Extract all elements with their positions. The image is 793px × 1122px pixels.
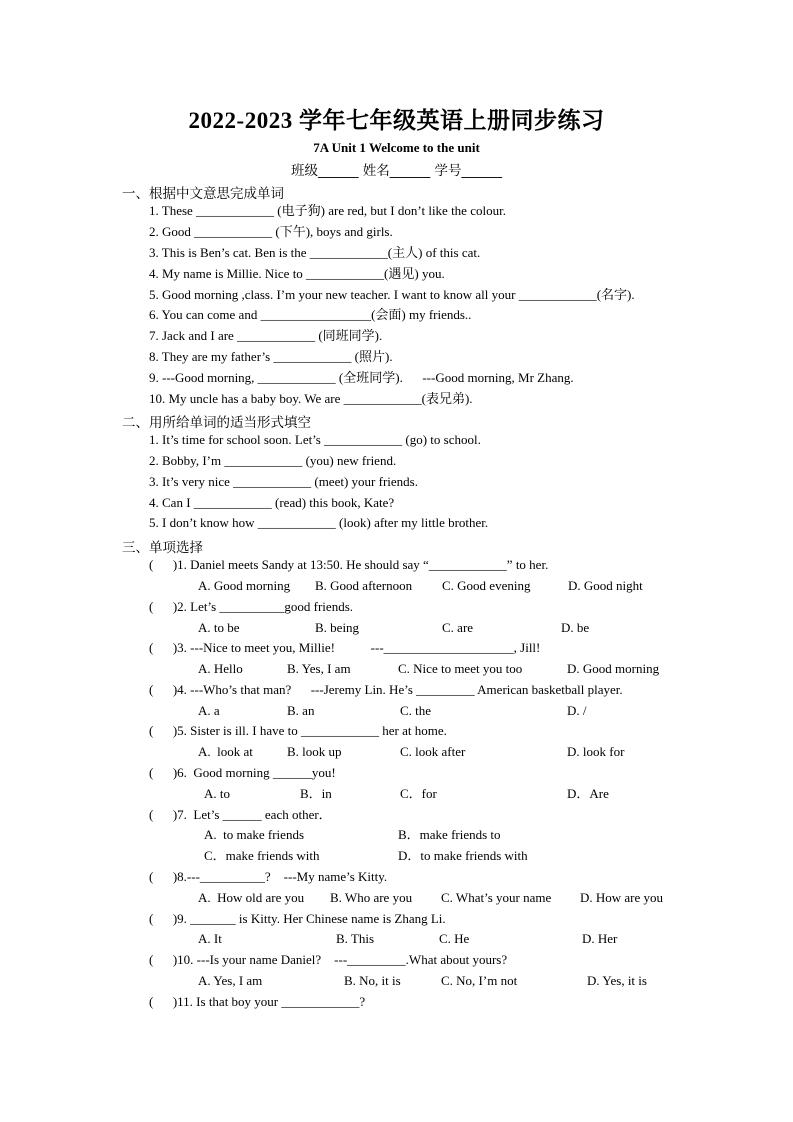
mc-option: A. to [204,786,230,801]
mc-option: B. being [315,620,360,635]
mc-option: B．in [300,786,332,801]
mc-question: ( )1. Daniel meets Sandy at 13:50. He should say “____________” to her. [149,557,549,572]
mc-question: ( )10. ---Is your name Daniel? ---_________.What about yours? [149,952,508,967]
mc-option: D．Are [567,786,609,801]
s1-item: 8. They are my father’s ____________ (照片). [149,349,393,364]
mc-option: A. look at [198,744,253,759]
mc-option: B. Yes, I am [287,661,351,676]
mc-option: D. Good morning [567,661,660,676]
student-info-line: 班级______ 姓名______ 学号______ [290,163,503,179]
mc-option: D．to make friends with [398,848,528,863]
s1-item: 7. Jack and I are ____________ (同班同学). [149,328,383,343]
s1-item: 10. My uncle has a baby boy. We are ____________(表兄弟). [149,391,473,406]
mc-question: ( )11. Is that boy your ____________? [149,994,366,1009]
mc-question: ( )7. Let’s ______ each other． [149,807,332,822]
section-3-heading: 三、单项选择 [122,540,203,556]
s2-item: 5. I don’t know how ____________ (look) after my little brother. [149,515,489,530]
mc-option: C. Good evening [442,578,531,593]
mc-option: B. This [336,931,375,946]
s1-item: 2. Good ____________ (下午), boys and girls. [149,224,393,239]
mc-option: B. look up [287,744,342,759]
mc-option: D. / [567,703,587,718]
s1-item: 3. This is Ben’s cat. Ben is the ____________(主人) of this cat. [149,245,481,260]
mc-option: A. to be [198,620,240,635]
section-2-heading: 二、用所给单词的适当形式填空 [122,415,311,431]
s1-item: 9. ---Good morning, ____________ (全班同学). ---Good morning, Mr Zhang. [149,370,574,385]
mc-option: D. Good night [568,578,643,593]
s2-item: 3. It’s very nice ____________ (meet) your friends. [149,474,418,489]
mc-option: A. It [198,931,222,946]
mc-option: B. Good afternoon [315,578,413,593]
mc-option: C. What’s your name [441,890,552,905]
mc-option: C. the [400,703,432,718]
mc-option: B. an [287,703,315,718]
mc-option: C. He [439,931,470,946]
mc-option: A. Good morning [198,578,291,593]
mc-question: ( )4. ---Who’s that man? ---Jeremy Lin. He’s _________ American basketball player. [149,682,623,697]
mc-option: B. No, it is [344,973,401,988]
mc-option: B. Who are you [330,890,413,905]
mc-option: D. Her [582,931,618,946]
mc-question: ( )9. _______ is Kitty. Her Chinese name is Zhang Li. [149,911,446,926]
mc-question: ( )3. ---Nice to meet you, Millie! ---____________________, Jill! [149,640,541,655]
s1-item: 6. You can come and _________________(会面) my friends.. [149,307,472,322]
mc-option: D. look for [567,744,625,759]
mc-option: A. to make friends [204,827,305,842]
mc-option: A. a [198,703,220,718]
mc-option: D. be [561,620,590,635]
page-subtitle: 7A Unit 1 Welcome to the unit [313,140,480,155]
s1-item: 4. My name is Millie. Nice to ____________(遇见) you. [149,266,445,281]
mc-option: D. Yes, it is [587,973,647,988]
mc-option: A. Hello [198,661,243,676]
s2-item: 2. Bobby, I’m ____________ (you) new friend. [149,453,397,468]
mc-question: ( )5. Sister is ill. I have to ____________ her at home. [149,723,447,738]
mc-option: B．make friends to [398,827,501,842]
s1-item: 5. Good morning ,class. I’m your new teacher. I want to know all your ____________(名字). [149,287,635,302]
mc-question: ( )8.---__________? ---My name’s Kitty. [149,869,388,884]
mc-option: C. look after [400,744,466,759]
mc-option: C．make friends with [204,848,320,863]
page-title: 2022-2023 学年七年级英语上册同步练习 [188,108,605,133]
mc-option: C．for [400,786,437,801]
section-1-heading: 一、根据中文意思完成单词 [122,186,284,202]
s1-item: 1. These ____________ (电子狗) are red, but I don’t like the colour. [149,203,506,218]
mc-option: C. are [442,620,474,635]
mc-option: C. Nice to meet you too [398,661,523,676]
mc-option: D. How are you [580,890,664,905]
mc-question: ( )2. Let’s __________good friends. [149,599,354,614]
s2-item: 1. It’s time for school soon. Let’s ____________ (go) to school. [149,432,481,447]
mc-option: A. How old are you [198,890,305,905]
mc-question: ( )6. Good morning ______you! [149,765,336,780]
mc-option: A. Yes, I am [198,973,263,988]
s2-item: 4. Can I ____________ (read) this book, Kate? [149,495,395,510]
mc-option: C. No, I’m not [441,973,518,988]
